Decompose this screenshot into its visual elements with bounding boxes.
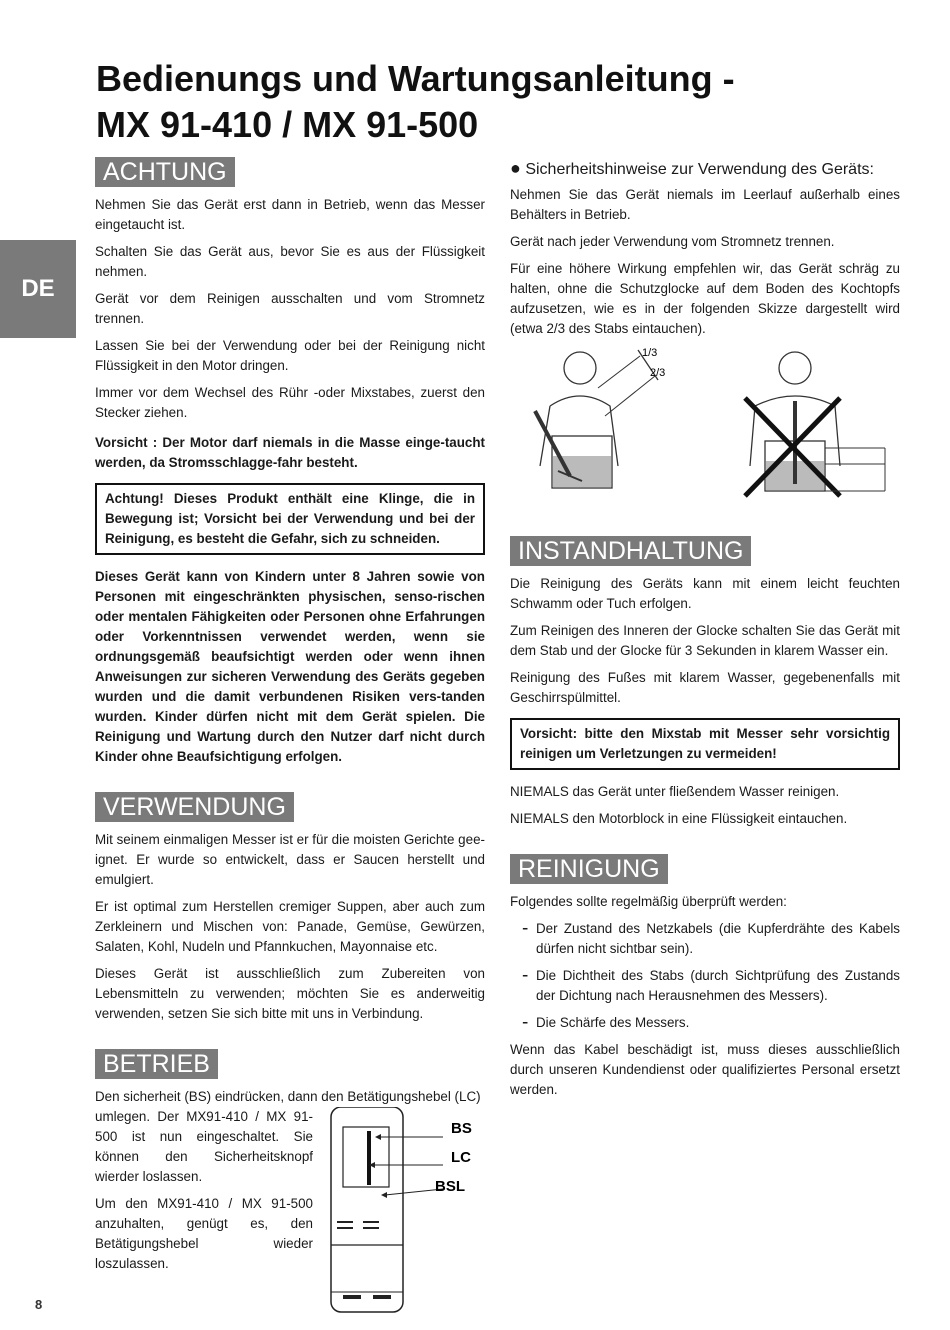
language-tab: DE (0, 240, 76, 338)
motor-warning: Vorsicht : Der Motor darf niemals in die Masse einge-taucht werden, da Stromsschlagge-fahr besteht. (95, 435, 485, 470)
safety-paragraph-2: Gerät nach jeder Verwendung vom Stromnetz trennen. (510, 234, 835, 249)
instandhaltung-paragraph-5: NIEMALS den Motorblock in eine Flüssigkeit eintauchen. (510, 811, 848, 826)
fig-label-1-3: 1/3 (642, 347, 658, 359)
reinigung-intro: Folgendes sollte regelmäßig überprüft werden: (510, 894, 787, 909)
section-heading-instandhaltung: INSTANDHALTUNG (510, 536, 751, 566)
section-heading-betrieb: BETRIEB (95, 1049, 218, 1079)
betrieb-paragraph-2: Um den MX91-410 / MX 91-500 anzuhalten, genügt es, den Betätigungshebel wieder loszulassen. (95, 1196, 313, 1271)
label-bs: BS (451, 1120, 472, 1137)
dash-icon: - (522, 965, 529, 986)
verwendung-paragraph-3: Dieses Gerät ist ausschließlich zum Zubereiten von Lebensmitteln zu verwenden; möchten Sie es anderweitig verwenden, setzen Sie sich bitte mit uns in Verbindung. (95, 966, 485, 1021)
label-bsl: BSL (435, 1178, 465, 1195)
betrieb-paragraph-1b: umlegen. Der MX91-410 / MX 91-500 ist nun eingeschaltet. Sie können den Sicherheitsknopf wierder loslassen. (95, 1109, 313, 1184)
verwendung-paragraph-2: Er ist optimal zum Herstellen cremiger Suppen, aber auch zum Zerkleinern und Mischen von: Panade, Gemüse, Gewürzen, Salaten, Kohl, Nudeln und Pfannkuchen, Mayonnaise etc. (95, 899, 485, 954)
safety-heading (510, 157, 900, 181)
fig-label-2-3: 2/3 (650, 367, 666, 379)
safety-paragraph-1: Nehmen Sie das Gerät niemals im Leerlauf außerhalb eines Behälters in Betrieb. (510, 187, 900, 222)
handle-diagram (323, 1107, 493, 1322)
achtung-paragraph-1: Nehmen Sie das Gerät erst dann in Betrieb, wenn das Messer eingetaucht ist. (95, 197, 485, 232)
section-heading-reinigung: REINIGUNG (510, 854, 668, 884)
title-line-2: MX 91-410 / MX 91-500 (96, 104, 479, 145)
instandhaltung-paragraph-2: Zum Reinigen des Inneren der Glocke schalten Sie das Gerät mit dem Stab und der Glocke für 3 Sekunden in klarem Wasser ein. (510, 623, 900, 658)
bullet-icon: ● (510, 158, 521, 178)
list-item (510, 919, 900, 959)
label-lc: LC (451, 1149, 471, 1166)
instandhaltung-paragraph-1: Die Reinigung des Geräts kann mit einem leicht feuchten Schwamm oder Tuch erfolgen. (510, 576, 900, 611)
usage-illustration (510, 346, 900, 506)
reinigung-item-1: Der Zustand des Netzkabels (die Kupferdrähte des Kabels dürfen nicht sichtbar sein). (536, 921, 900, 956)
instandhaltung-paragraph-4: NIEMALS das Gerät unter fließendem Wasser reinigen. (510, 784, 840, 799)
list-item (510, 966, 900, 1006)
list-item (510, 1013, 900, 1033)
cleaning-warning-text: Vorsicht: bitte den Mixstab mit Messer sehr vorsichtig reinigen um Verletzungen zu vermeiden! (520, 726, 890, 761)
blade-warning-box (95, 483, 485, 555)
page-title (96, 56, 856, 148)
dash-icon: - (522, 918, 529, 939)
cleaning-warning-box (510, 718, 900, 770)
title-line-1: Bedienungs und Wartungsanleitung - (96, 58, 735, 99)
reinigung-item-3: Die Schärfe des Messers. (536, 1015, 690, 1030)
achtung-paragraph-3: Gerät vor dem Reinigen ausschalten und vom Stromnetz trennen. (95, 291, 485, 326)
reinigung-item-2: Die Dichtheit des Stabs (durch Sichtprüfung des Zustands der Dichtung nach Herausnehmen des Messers). (536, 968, 900, 1003)
blade-warning-text: Achtung! Dieses Produkt enthält eine Klinge, die in Bewegung ist; Vorsicht bei der Verwendung und bei der Reinigung, es besteht die Gefahr, sich zu schneiden. (105, 491, 475, 546)
page-number: 8 (35, 1297, 43, 1312)
children-notice: Dieses Gerät kann von Kindern unter 8 Jahren sowie von Personen mit eingeschränkten physischen, senso-rischen oder mentalen Fähigkeiten oder Personen ohne Erfahrungen oder Vorkenntnissen verwendet werden, wenn sie ordnungsgemäß beaufsichtigt werden oder wenn ihnen Anweisungen zur sicheren Verwendung des Geräts gegeben wurden und die damit verbundenen Risiken vers-tanden wurden. Kinder dürfen nicht mit dem Gerät spielen. Die Reinigung und Wartung durch den Nutzer darf nicht durch Kinder ohne Beaufsichtigung erfolgen. (95, 569, 485, 764)
reinigung-outro: Wenn das Kabel beschädigt ist, muss dieses ausschließlich durch unseren Kundendienst oder qualifiziertes Personal ersetzt werden. (510, 1042, 900, 1097)
correct-usage-figure (535, 350, 658, 488)
instandhaltung-paragraph-3: Reinigung des Fußes mit klarem Wasser, gegebenenfalls mit Geschirrspülmittel. (510, 670, 900, 705)
section-heading-achtung: ACHTUNG (95, 157, 235, 187)
safety-heading-text: Sicherheitshinweise zur Verwendung des Geräts: (525, 161, 874, 178)
section-heading-verwendung: VERWENDUNG (95, 792, 294, 822)
verwendung-paragraph-1: Mit seinem einmaligen Messer ist er für die moisten Gerichte gee-ignet. Er wurde so entwickelt, dass er Saucen herstellt und emulgiert. (95, 832, 485, 887)
betrieb-paragraph-1a: Den sicherheit (BS) eindrücken, dann den Betätigungshebel (LC) (95, 1089, 481, 1104)
right-column (510, 157, 900, 1107)
safety-paragraph-3: Für eine höhere Wirkung empfehlen wir, das Gerät schräg zu halten, ohne die Schutzglocke auf dem Boden des Kochtopfs aufzusetzen, wie es in der folgenden Skizze dargestellt wird (etwa 2/3 des Stabs eintauchen). (510, 261, 900, 336)
incorrect-usage-figure (745, 352, 885, 496)
operation-section (95, 1107, 485, 1274)
achtung-paragraph-2: Schalten Sie das Gerät aus, bevor Sie es aus der Flüssigkeit nehmen. (95, 244, 485, 279)
dash-icon: - (522, 1012, 529, 1033)
achtung-paragraph-5: Immer vor dem Wechsel des Rühr -oder Mixstabes, zuerst den Stecker ziehen. (95, 385, 485, 420)
left-column (95, 157, 485, 1281)
achtung-paragraph-4: Lassen Sie bei der Verwendung oder bei der Reinigung nicht Flüssigkeit in den Motor dringen. (95, 338, 485, 373)
